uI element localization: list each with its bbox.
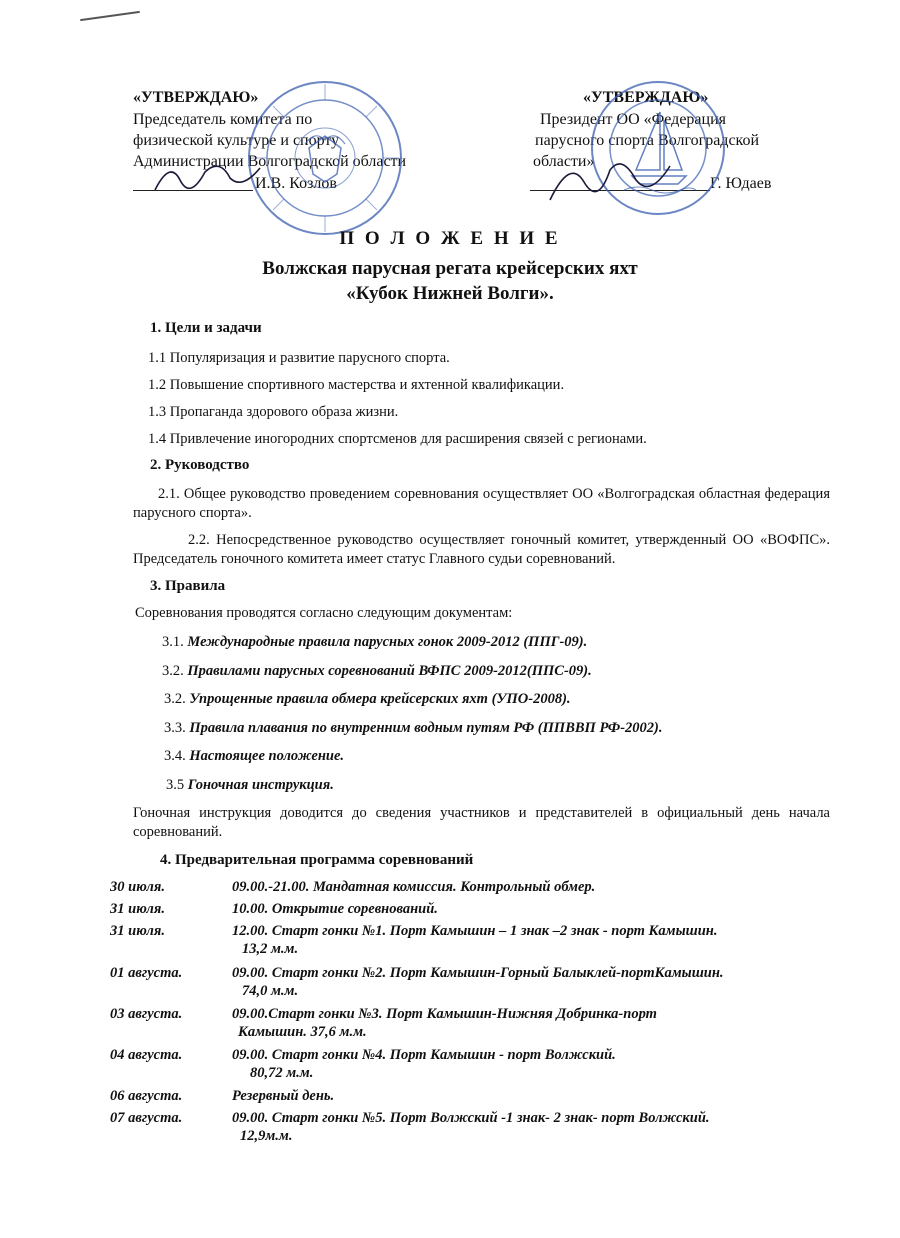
approve-right-line2: парусного спорта Волгоградской: [535, 132, 760, 149]
schedule-distance: Камышин. 37,6 м.м.: [238, 1024, 367, 1040]
rule-text: Правилами парусных соревнований ВФПС 2009-2012(ППС-09).: [187, 663, 592, 679]
document-title: П О Л О Ж Е Н И Е: [339, 228, 561, 249]
schedule-text: 09.00. Старт гонки №5. Порт Волжский -1 знак- 2 знак- порт Волжский.: [232, 1110, 710, 1126]
section-3-intro: Соревнования проводятся согласно следующим документам:: [135, 605, 513, 621]
rule-item: [162, 633, 587, 651]
section-1-heading: 1. Цели и задачи: [150, 320, 262, 336]
schedule-date: 30 июля.: [110, 879, 165, 895]
section-1-item: 1.1 Популяризация и развитие парусного спорта.: [148, 350, 450, 366]
schedule-date: 31 июля.: [110, 923, 165, 939]
approve-left-heading: «УТВЕРЖДАЮ»: [133, 89, 259, 106]
rule-number: 3.4.: [164, 748, 186, 764]
approve-left-line2: физической культуре и спорту: [133, 132, 340, 149]
rule-item: [164, 747, 344, 765]
schedule-distance: 80,72 м.м.: [250, 1065, 314, 1081]
rule-text: Настоящее положение.: [189, 748, 345, 764]
rule-number: 3.5: [166, 777, 188, 793]
approve-right-line3: области»: [533, 153, 595, 170]
approve-left-signer: И.В. Козлов: [255, 175, 337, 192]
rule-text: Правила плавания по внутренним водным путям РФ (ППВВП РФ-2002).: [189, 720, 663, 736]
section-2-paragraph: 2.1. Общее руководство проведением соревнования осуществляет ОО «Волгоградская областная федерация парусного спорта».: [133, 486, 830, 521]
schedule-text: 12.00. Старт гонки №1. Порт Камышин – 1 знак –2 знак - порт Камышин.: [232, 923, 718, 939]
document-subtitle: Волжская парусная регата крейсерских яхт: [262, 258, 638, 279]
schedule-date: 01 августа.: [110, 965, 183, 981]
schedule-date: 04 августа.: [110, 1047, 183, 1063]
schedule-date: 03 августа.: [110, 1006, 183, 1022]
schedule-text: 10.00. Открытие соревнований.: [232, 901, 438, 917]
scan-mark: [80, 11, 140, 21]
section-2-heading: 2. Руководство: [150, 457, 250, 473]
rule-item: [164, 690, 571, 708]
schedule-text: 09.00. Старт гонки №2. Порт Камышин-Горный Балыклей-портКамышин.: [232, 965, 724, 981]
rule-number: 3.3.: [164, 720, 186, 736]
section-2-paragraph: 2.2. Непосредственное руководство осуществляет гоночный комитет, утвержденный ОО «ВОФПС». Председатель гоночного комитета имеет статус Главного судьи соревнований.: [133, 532, 830, 567]
section-4-heading: 4. Предварительная программа соревнований: [160, 852, 474, 868]
schedule-date: 07 августа.: [110, 1110, 183, 1126]
schedule-distance: 12,9м.м.: [240, 1128, 293, 1144]
schedule-text: 09.00.Старт гонки №3. Порт Камышин-Нижняя Добринка-порт: [232, 1006, 657, 1022]
section-3-heading: 3. Правила: [150, 578, 226, 594]
rule-item: [166, 776, 334, 794]
schedule-distance: 74,0 м.м.: [242, 983, 299, 999]
rule-number: 3.2.: [164, 691, 186, 707]
rule-number: 3.1.: [162, 634, 184, 650]
rule-text: Гоночная инструкция.: [187, 777, 334, 793]
approve-right-line1: Президент ОО «Федерация: [540, 111, 726, 128]
signature-right: [540, 150, 680, 210]
approve-right-signer: Г. Юдаев: [710, 175, 772, 192]
rule-text: Упрощенные правила обмера крейсерских яхт (УПО-2008).: [189, 691, 571, 707]
schedule-date: 06 августа.: [110, 1088, 183, 1104]
rule-item: [164, 719, 663, 737]
section-1-item: 1.4 Привлечение иногородних спортсменов для расширения связей с регионами.: [148, 431, 647, 447]
rule-number: 3.2.: [162, 663, 184, 679]
section-1-item: 1.3 Пропаганда здорового образа жизни.: [148, 404, 399, 420]
approve-left-line3: Администрации Волгоградской области: [133, 153, 407, 170]
schedule-date: 31 июля.: [110, 901, 165, 917]
signature-left: [150, 150, 270, 200]
rule-text: Международные правила парусных гонок 2009-2012 (ППГ-09).: [187, 634, 588, 650]
document-subtitle-cup: «Кубок Нижней Волги».: [346, 283, 554, 304]
schedule-distance: 13,2 м.м.: [242, 941, 299, 957]
section-3-note: Гоночная инструкция доводится до сведения участников и представителей в официальный день начала соревнований.: [133, 805, 830, 840]
section-1-item: 1.2 Повышение спортивного мастерства и яхтенной квалификации.: [148, 377, 565, 393]
approve-left-line1: Председатель комитета по: [133, 111, 313, 128]
schedule-text: 09.00.-21.00. Мандатная комиссия. Контрольный обмер.: [232, 879, 596, 895]
rule-item: [162, 662, 592, 680]
approve-right-heading: «УТВЕРЖДАЮ»: [583, 89, 709, 106]
schedule-text: 09.00. Старт гонки №4. Порт Камышин - порт Волжский.: [232, 1047, 616, 1063]
schedule-text: Резервный день.: [232, 1088, 335, 1104]
